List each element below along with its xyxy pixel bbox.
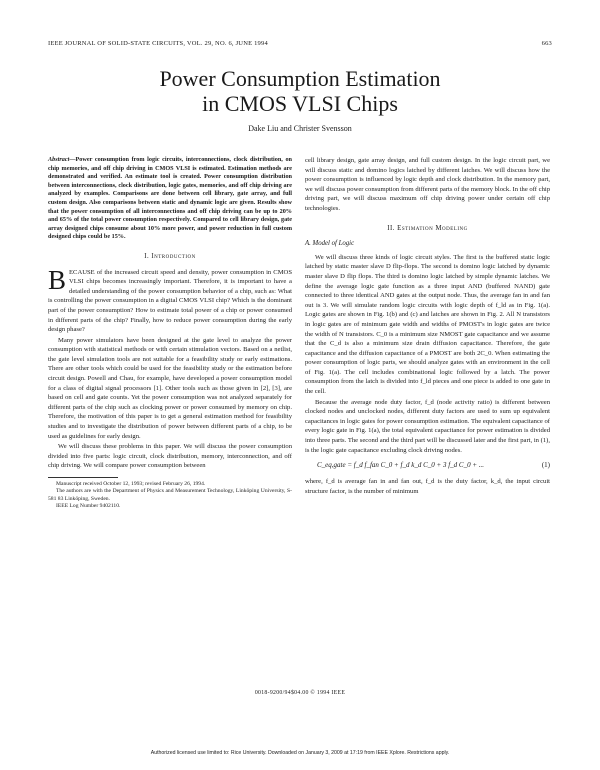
section-2-heading: II. Estimation Modeling bbox=[387, 224, 468, 232]
right-column bbox=[305, 156, 550, 497]
footnote-rule bbox=[48, 477, 118, 478]
abstract-text: Power consumption from logic circuits, interconnections, clock distribution, on chip memories, and off chip driving in CMOS VLSI is estimated. Estimation methods are demonstrated and verified. An estimate tool is created. Power consumption distribution between interconnections, clock distribution, logic gates, memories, and off chip driving are analyzed by examples. Comparisons are done between cell library, gate array, and full custom design. Also comparisons between static and dynamic logic are given. Results show that the power consumption of all interconnections and off chip driving can be up to 20% and 65% of the total power consumption respectively. Compared to cell library design, gate array designed chips consume about 10% more power, and power reduction in full custom designed chips could be 15%. bbox=[48, 156, 292, 241]
introduction-heading: I. Introduction bbox=[144, 252, 196, 260]
footnote-affiliation: The authors are with the Department of Physics and Measurement Technology, Linköping University, S-581 83 Linköping, Sweden. bbox=[48, 488, 292, 502]
intro-continued: cell library design, gate array design, and full custom design. In the logic circuit part, we will discuss static and domino logics latched by different latches. We will discuss how the power consumption is influenced by logic depth and clock distribution. In the memory part, we will discuss power consumption from different parts of the memory block. In the off chip driving part, we will discuss maximum off chip driving power under certain off chip technologies. bbox=[305, 157, 550, 212]
model-paragraph-3: where, f_d is average fan in and fan out, f_d is the duty factor, k_d, the input circuit structure factor, is the number of minimum bbox=[305, 478, 550, 495]
intro-paragraph-2: Many power simulators have been designed at the gate level to analyze the power consumption with statistical methods or with certain stimulation vectors. Based on a netlist, the gate level simulation tools are not suitable for a feasibility study or early estimations. There are other tools which could be used for the feasibility study or the estimation before circuit design. Powell and Chau, for example, have developed a power consumption model for a class of digital signal processors [1]. Other tools such as those given in [2], [3], are based on cell and gate counts. Yet the power consumption was not analyzed separately for different parts of the chip such as clocking power or power consumed by memory on chip. Therefore, the motivation of this paper is to get a general estimation method for feasibility studies and to investigate the distribution of power between different parts of a chip, to be used as guidelines for early design. bbox=[48, 336, 292, 440]
abstract-lead: Abstract— bbox=[48, 156, 76, 163]
title-line-2: in CMOS VLSI Chips bbox=[202, 91, 398, 116]
footnotes bbox=[48, 481, 292, 511]
abstract bbox=[48, 156, 292, 242]
footnote-log-number: IEEE Log Number 9402110. bbox=[56, 503, 121, 510]
equation-1 bbox=[305, 459, 550, 473]
page-number: 663 bbox=[541, 40, 552, 47]
equation-number: (1) bbox=[541, 461, 550, 470]
footnote-manuscript: Manuscript received October 12, 1993; revised February 26, 1994. bbox=[56, 481, 206, 487]
subsection-a-heading: A. Model of Logic bbox=[305, 240, 355, 248]
copyright-line: 0018-9200/94$04.00 © 1994 IEEE bbox=[254, 690, 346, 696]
model-paragraph-1: We will discuss three kinds of logic circuit styles. The first is the buffered static logic latched by static master slave D flip-flops. The second is domino logic latched by dynamic master slave D flip flops. The third is domino logic latched by simple dynamic latches. We define the average logic gate function as a three input AND (buffered NAND) gate connected to three identical AND gates at the output node. Thus, the average fan in and fan out is 3. We will simulate random logic circuits with logic depth of f_ld as in Fig. 1(a). Logic gates are shown in Fig. 1(b) and (c) and latches are shown in Fig. 2. All N transistors in logic gates are of minimum gate width and widths of PMOST's in logic gates are twice the width of N transistors. C_0 is a minimum size NMOST gate capacitance and we assume that the C_d is also a minimum size drain diffusion capacitance. Therefore, the gate capacitance and the diffusion capacitance of a PMOST are both 2C_0. When estimating the power consumption of logic parts, we should analyze gates with an environment in the cell of Fig. 1(a). The cell includes combinational logic followed by a latch. The power consumption from the latch is divided into f_ld pieces and one piece is added to one gate in the cell. bbox=[305, 253, 550, 396]
journal-line: IEEE JOURNAL OF SOLID-STATE CIRCUITS, VOL. 29, NO. 6, JUNE 1994 bbox=[48, 40, 268, 47]
intro-paragraph-3: We will discuss these problems in this paper. We will discuss the power consumption divided into five parts: logic circuit, clock distribution, memory, interconnection, and off chip driving. We will compare power consumption between bbox=[48, 443, 292, 470]
running-header bbox=[48, 40, 552, 52]
model-paragraph-2: Because the average node duty factor, f_d (node activity ratio) is different between clocked nodes and unclocked nodes, different duty factors are used to sum up equivalent capacitances in logic gates for power consumption estimation. The equivalent capacitance of every logic gate in Fig. 1(a), the total equivalent capacitance for power estimation is divided into three parts. The second and the third part will be discussed later and the first part, in (1), is the logic gate capacitance excluding clock driving nodes. bbox=[305, 398, 550, 454]
license-notice: Authorized licensed use limited to: Rice University. Downloaded on January 3, 2009 at 17:19 from IEEE Xplore. Restrictions apply. bbox=[150, 750, 450, 756]
intro-paragraph-1-text: ECAUSE of the increased circuit speed and density, power consumption in CMOS VLSI chips becomes increasingly important. Therefore, it is important to have a detailed understanding of the power consumption behavior of a chip, such as: What is controlling the power consumption in a digital CMOS VLSI chip? Which is the dominant part of the power consumption? How to estimate total power of a chip or power consumed in different parts of the chip? Finally, how to reduce power consumption during the early design phase? bbox=[48, 268, 292, 334]
intro-paragraph-1 bbox=[48, 264, 292, 335]
paper-title bbox=[0, 66, 600, 116]
author-list: Dake Liu and Christer Svensson bbox=[248, 124, 352, 133]
drop-cap: B bbox=[48, 264, 67, 295]
equation-body: C_eq,gate = f_d f_fan C_0 + f_d k_d C_0 + 3 f_d C_0 + ... bbox=[317, 461, 485, 470]
title-line-1: Power Consumption Estimation bbox=[159, 66, 441, 91]
left-column bbox=[48, 156, 292, 511]
